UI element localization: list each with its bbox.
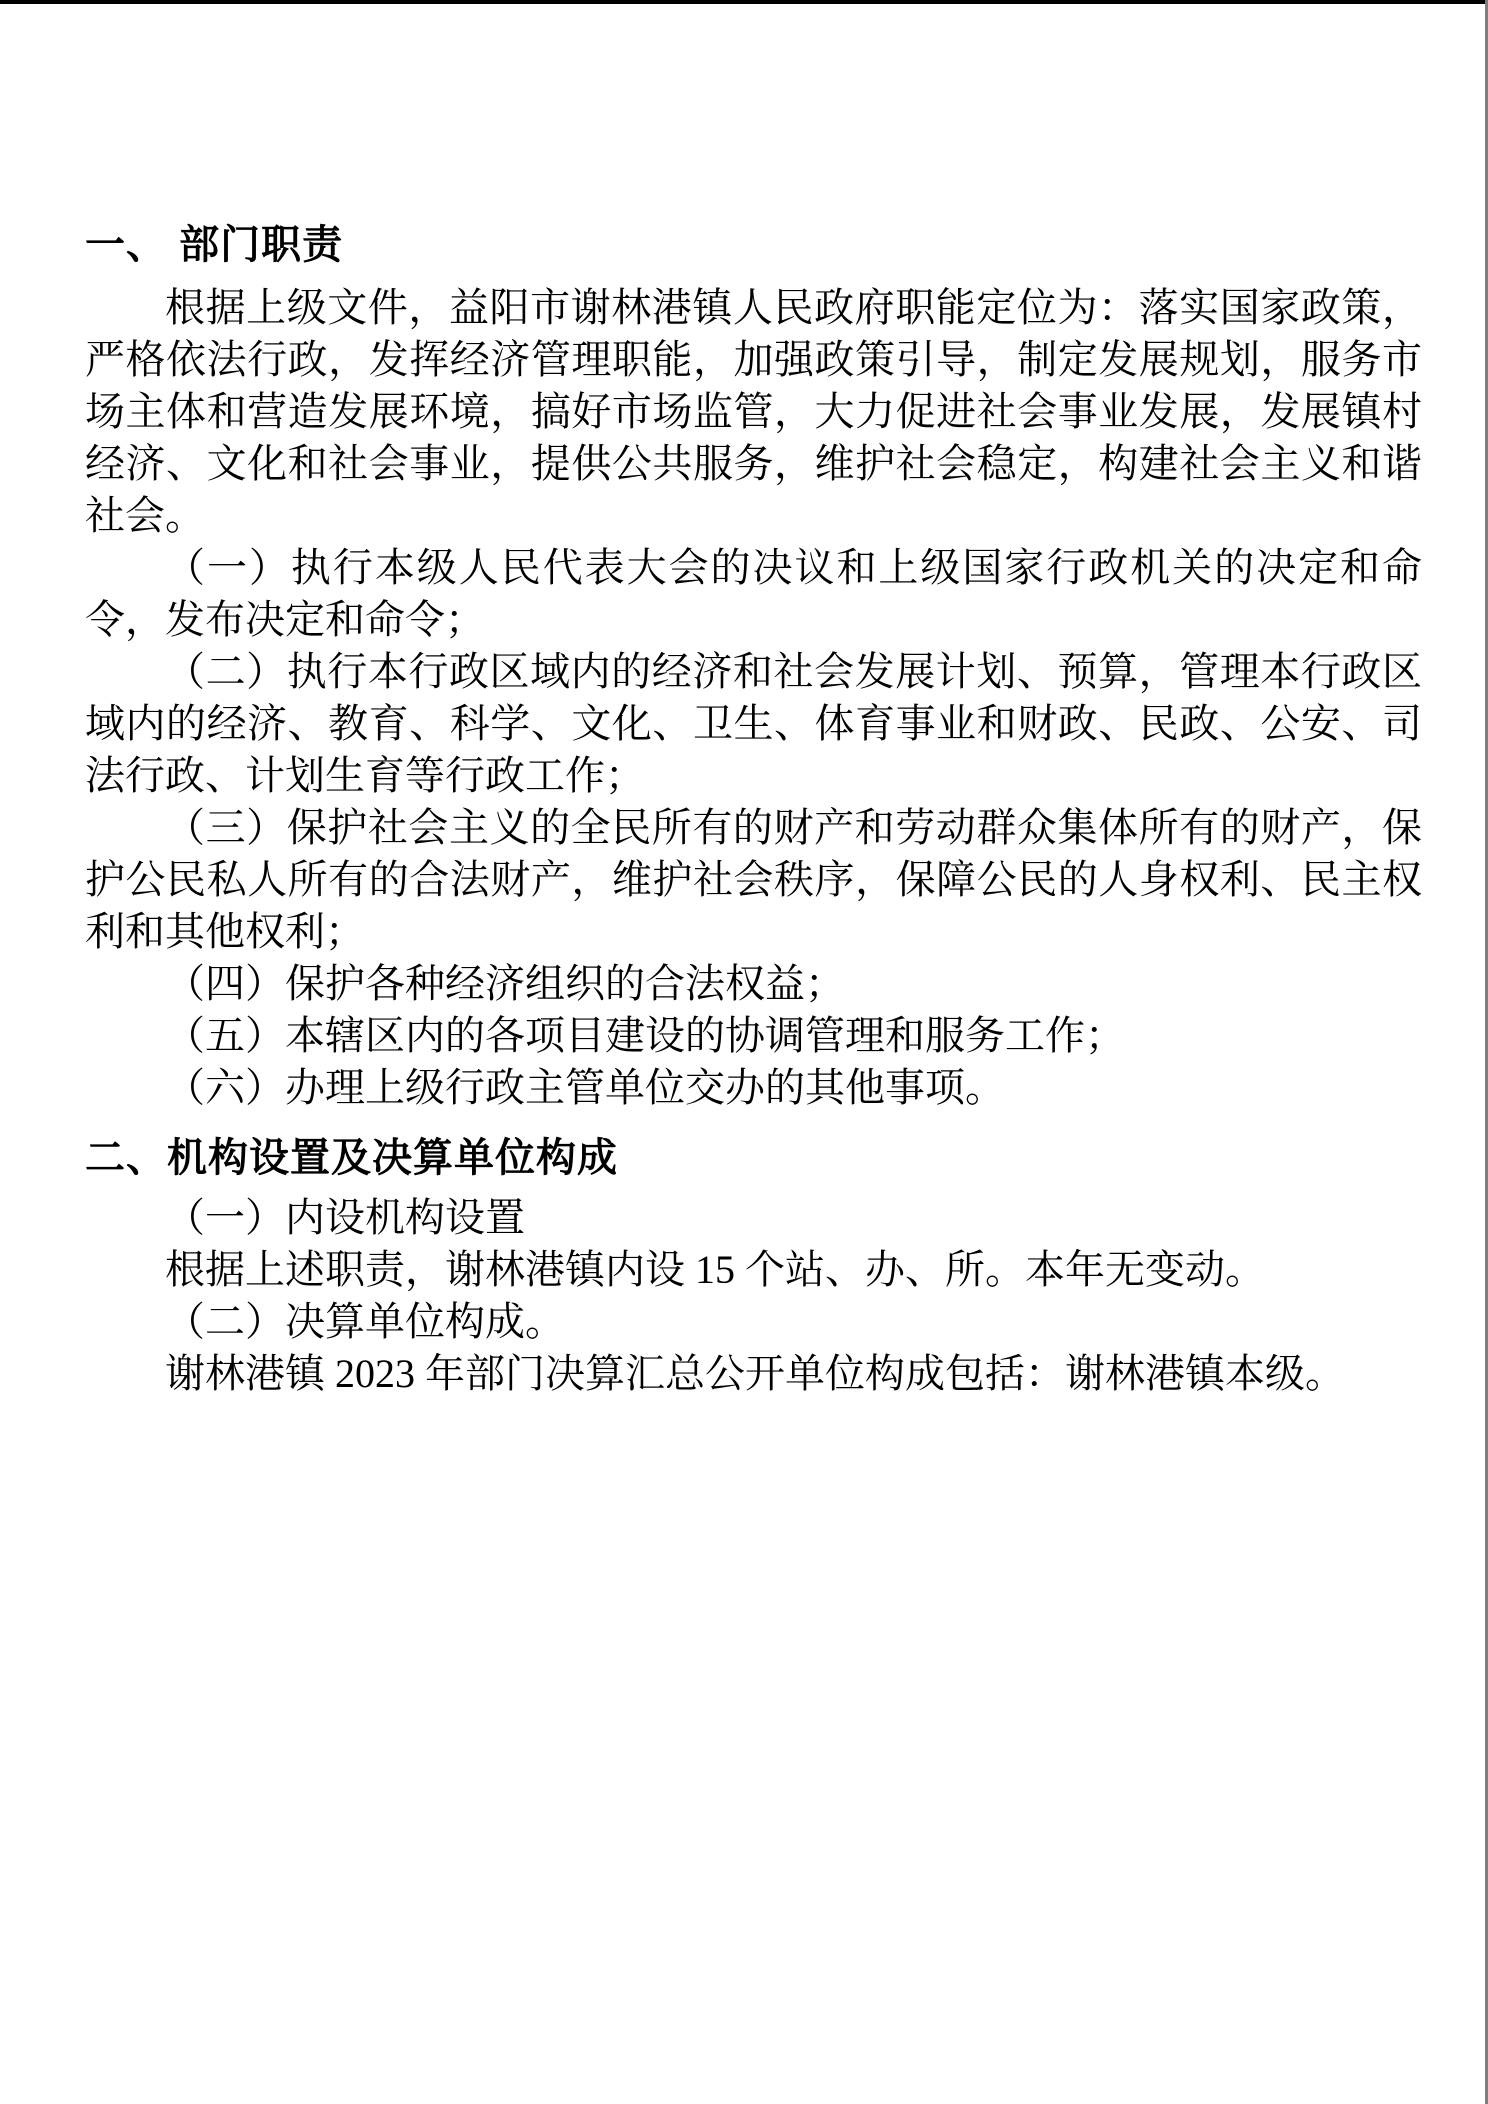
document-content [85, 219, 1422, 1400]
section-2-paragraph-2: 谢林港镇 2023 年部门决算汇总公开单位构成包括：谢林港镇本级。 [165, 1351, 1345, 1396]
section-1-item-5: （五）本辖区内的各项目建设的协调管理和服务工作； [165, 1013, 1125, 1058]
top-border-bar [0, 0, 1488, 4]
section-2-subheading-1: （一）内设机构设置 [165, 1195, 525, 1240]
section-1-heading: 一、 部门职责 [85, 223, 344, 267]
section-1-paragraph-intro: 根据上级文件，益阳市谢林港镇人民政府职能定位为：落实国家政策，严格依法行政，发挥经济管理职能，加强政策引导，制定发展规划，服务市场主体和营造发展环境，搞好市场监管，大力促进社会事业发展，发展镇村经济、文化和社会事业，提供公共服务，维护社会稳定，构建社会主义和谐社会。 [85, 285, 1422, 538]
section-2-heading: 二、机构设置及决算单位构成 [85, 1136, 618, 1180]
section-1-item-1: （一）执行本级人民代表大会的决议和上级国家行政机关的决定和命令，发布决定和命令； [85, 545, 1422, 642]
section-1-item-4: （四）保护各种经济组织的合法权益； [165, 961, 845, 1006]
section-2-paragraph-1: 根据上述职责，谢林港镇内设 15 个站、办、所。本年无变动。 [165, 1247, 1265, 1292]
section-2-subheading-2: （二）决算单位构成。 [165, 1299, 565, 1344]
section-1-item-6: （六）办理上级行政主管单位交办的其他事项。 [165, 1065, 1005, 1110]
section-1-item-3: （三）保护社会主义的全民所有的财产和劳动群众集体所有的财产，保护公民私人所有的合法财产，维护社会秩序，保障公民的人身权利、民主权利和其他权利； [85, 805, 1422, 954]
section-1-item-2: （二）执行本行政区域内的经济和社会发展计划、预算，管理本行政区域内的经济、教育、科学、文化、卫生、体育事业和财政、民政、公安、司法行政、计划生育等行政工作； [85, 649, 1422, 798]
